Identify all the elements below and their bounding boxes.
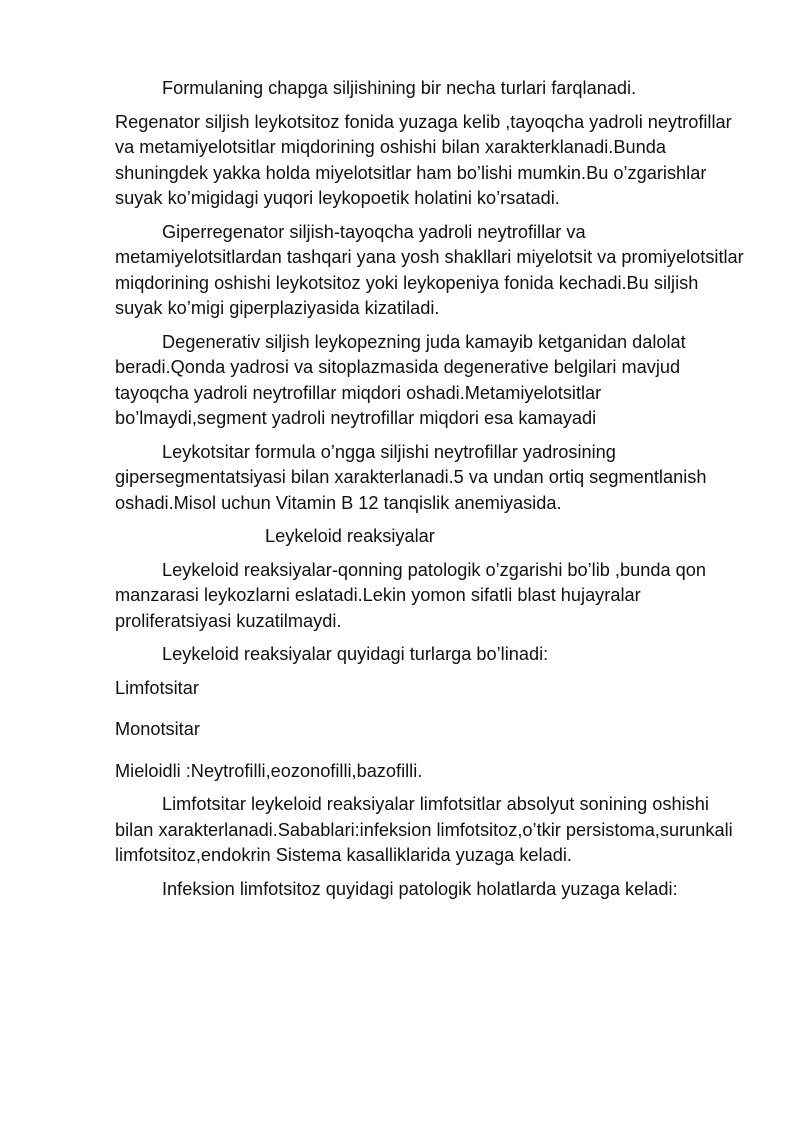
paragraph-intro: Formulaning chapga siljishining bir necha turlari farqlanadi. (162, 78, 637, 98)
paragraph-infectious-lymphocytosis: Infeksion limfotsitoz quyidagi patologik holatlarda yuzaga keladi: (162, 878, 678, 899)
paragraph-leukemoid-definition: Leykeloid reaksiyalar-qonning patologik o’zgarishi bo’lib ,bunda qon manzarasi leykozlarni eslatadi.Lekin yomon sifatli blast hujayralar proliferatsiyasi kuzatilmaydi. (115, 559, 706, 631)
paragraph-hyperregenerator-shift: Giperregenator siljish-tayoqcha yadroli neytrofillar va metamiyelotsitlardan tashqari yana yosh shakllari miyelotsit va promiyelotsitlar miqdorining oshishi leykotsitoz yoki leykopeniya fonida kechadi.Bu siljish suyak ko’migi giperplaziyasida kizatiladi. (115, 221, 744, 318)
paragraph-regenerator-shift: Regenator siljish leykotsitoz fonida yuzaga kelib ,tayoqcha yadroli neytrofillar va metamiyelotsitlar miqdorining oshishi bilan xarakterklanadi.Bunda shuningdek yakka holda miyelotsitlar ham bo’lishi mumkin.Bu o’zgarishlar suyak ko’migidagi yuqori leykopoetik holatini ko’rsatadi. (115, 111, 732, 208)
section-heading: Leykeloid reaksiyalar (265, 526, 435, 546)
list-item-myeloid: Mieloidli :Neytrofilli,eozonofilli,bazofilli. (115, 760, 423, 781)
paragraph-lymphocytic-reaction: Limfotsitar leykeloid reaksiyalar limfotsitlar absolyut sonining oshishi bilan xarakterlanadi.Sabablari:infeksion limfotsitoz,o’tkir persistoma,surunkali limfotsitoz,endokrin Sistema kasalliklarida yuzaga keladi. (115, 794, 733, 865)
paragraph-degenerative-shift: Degenerativ siljish leykopezning juda kamayib ketganidan dalolat beradi.Qonda yadrosi va sitoplazmasida degenerative belgilari mavjud tayoqcha yadroli neytrofillar miqdori oshadi.Metamiyelotsitlar bo’lmaydi,segment yadroli neytrofillar miqdori esa kamayadi (115, 331, 686, 428)
list-item-lymphocytic: Limfotsitar (115, 677, 199, 698)
paragraph-leukemoid-types: Leykeloid reaksiyalar quyidagi turlarga bo’linadi: (162, 644, 549, 664)
paragraph-right-shift: Leykotsitar formula o’ngga siljishi neytrofillar yadrosining gipersegmentatsiyasi bilan xarakterlanadi.5 va undan ortiq segmentlanish oshadi.Misol uchun Vitamin B 12 tanqislik anemiyasida. (115, 441, 707, 513)
list-item-monocytic: Monotsitar (115, 719, 200, 739)
document-page (115, 76, 745, 910)
